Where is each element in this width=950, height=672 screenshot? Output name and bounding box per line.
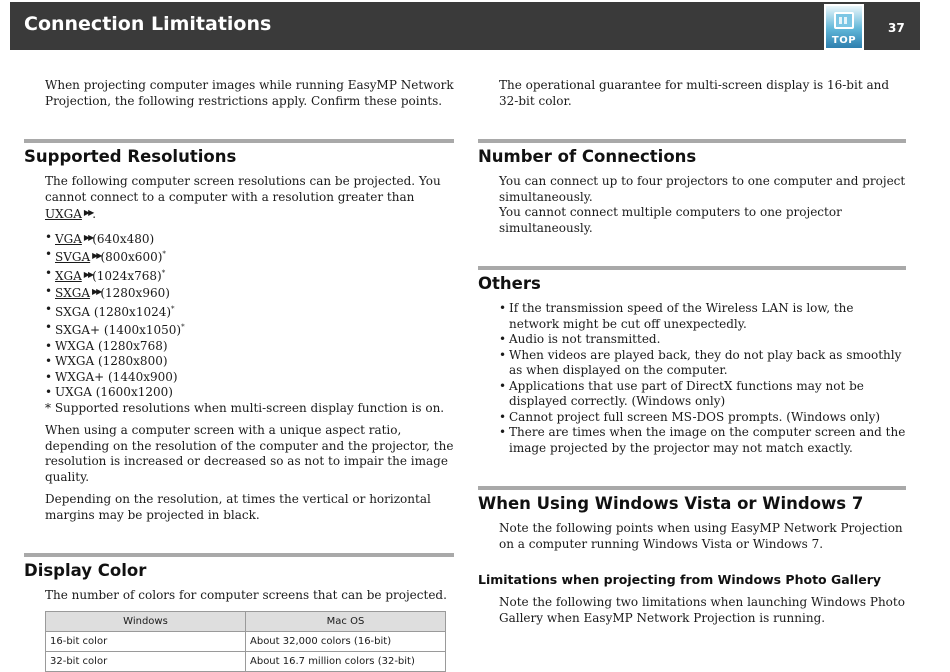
footnote-mark: * bbox=[171, 304, 175, 313]
table-cell: 32-bit color bbox=[46, 651, 246, 671]
page-header bbox=[10, 2, 920, 50]
list-item: • XGA ▶▶(1024x768)* bbox=[45, 266, 454, 285]
column-header-macos: Mac OS bbox=[246, 611, 446, 631]
table-row bbox=[46, 651, 446, 671]
table-cell: About 32,000 colors (16-bit) bbox=[246, 631, 446, 651]
footnote-mark: * bbox=[181, 323, 185, 331]
multiscreen-color-paragraph: The operational guarantee for multi-screen display is 16-bit and 32-bit color. bbox=[499, 78, 890, 108]
vga-glossary-link[interactable]: VGA bbox=[55, 231, 82, 246]
table-cell: 16-bit color bbox=[46, 631, 246, 651]
others-list bbox=[478, 301, 906, 456]
svga-glossary-link[interactable]: SVGA bbox=[55, 250, 91, 264]
left-column bbox=[24, 78, 454, 672]
page-title: Connection Limitations bbox=[24, 13, 272, 35]
resolutions-intro: The following computer screen resolutions can be projected. You cannot connect to a computer with a resolution greater than UXGA ▶▶. bbox=[45, 174, 441, 221]
resolution-list bbox=[24, 230, 454, 401]
list-item: • SXGA+ (1400x1050)* bbox=[45, 320, 454, 339]
list-item: • UXGA (1600x1200) bbox=[45, 385, 454, 401]
glossary-arrow-icon: ▶▶ bbox=[92, 251, 101, 260]
margins-paragraph: Depending on the resolution, at times the vertical or horizontal margins may be projected in black. bbox=[45, 492, 431, 522]
subsection-title-photo-gallery: Limitations when projecting from Windows Photo Gallery bbox=[478, 572, 882, 587]
resolutions-footnote: * Supported resolutions when multi-screen display function is on. bbox=[45, 400, 445, 415]
footnote-mark: * bbox=[162, 250, 166, 258]
display-color-table bbox=[45, 611, 446, 672]
aspect-ratio-paragraph: When using a computer screen with a unique aspect ratio, depending on the resolution of the computer and the projector, the resolution is increased or decreased so as not to impair the image quality. bbox=[45, 423, 454, 484]
section-title-display-color: Display Color bbox=[24, 553, 454, 580]
connections-line-2: You cannot connect multiple computers to one projector simultaneously. bbox=[499, 205, 842, 235]
list-item: • If the transmission speed of the Wireless LAN is low, the network might be cut off unexpectedly. bbox=[499, 301, 906, 332]
xga-glossary-link[interactable]: XGA bbox=[55, 268, 82, 283]
glossary-arrow-icon: ▶▶ bbox=[92, 287, 101, 296]
right-column bbox=[478, 78, 906, 626]
top-link-button[interactable] bbox=[824, 4, 864, 50]
list-item: • SVGA ▶▶(800x600)* bbox=[45, 247, 454, 266]
display-color-intro: The number of colors for computer screens that can be projected. bbox=[45, 588, 447, 602]
section-title-supported-resolutions: Supported Resolutions bbox=[24, 139, 454, 166]
top-label: TOP bbox=[831, 35, 857, 46]
projector-screen-icon bbox=[834, 12, 854, 29]
photo-gallery-paragraph: Note the following two limitations when launching Windows Photo Gallery when EasyMP Network Projection is running. bbox=[499, 595, 905, 625]
list-item: • WXGA (1280x768) bbox=[45, 339, 454, 355]
list-item: • WXGA+ (1440x900) bbox=[45, 370, 454, 386]
list-item: • VGA ▶▶(640x480) bbox=[45, 230, 454, 248]
list-item: • SXGA ▶▶(1280x960) bbox=[45, 284, 454, 302]
list-item: • When videos are played back, they do not play back as smoothly as when displayed on the computer. bbox=[499, 348, 906, 379]
vista-intro: Note the following points when using EasyMP Network Projection on a computer running Windows Vista or Windows 7. bbox=[499, 521, 903, 551]
list-item: • There are times when the image on the computer screen and the image projected by the projector may not match exactly. bbox=[499, 425, 906, 456]
table-row bbox=[46, 631, 446, 651]
list-item: • Cannot project full screen MS-DOS prompts. (Windows only) bbox=[499, 410, 906, 426]
footnote-mark: * bbox=[161, 268, 166, 277]
uxga-glossary-link[interactable]: UXGA bbox=[45, 207, 82, 221]
table-header-row bbox=[46, 611, 446, 631]
glossary-arrow-icon: ▶▶ bbox=[83, 232, 93, 242]
list-item: • WXGA (1280x800) bbox=[45, 354, 454, 370]
list-item: • SXGA (1280x1024)* bbox=[45, 302, 454, 321]
glossary-arrow-icon: ▶▶ bbox=[83, 269, 93, 279]
list-item: • Applications that use part of DirectX functions may not be displayed correctly. (Windows only) bbox=[499, 379, 906, 410]
glossary-arrow-icon: ▶▶ bbox=[83, 208, 93, 217]
section-title-windows-vista: When Using Windows Vista or Windows 7 bbox=[478, 486, 906, 513]
sxga-glossary-link[interactable]: SXGA bbox=[55, 286, 91, 300]
list-item: • Audio is not transmitted. bbox=[499, 332, 906, 348]
page-number: 37 bbox=[888, 21, 905, 35]
intro-paragraph: When projecting computer images while running EasyMP Network Projection, the following restrictions apply. Confirm these points. bbox=[45, 78, 454, 108]
section-title-others: Others bbox=[478, 266, 906, 293]
column-header-windows: Windows bbox=[46, 611, 246, 631]
section-title-number-of-connections: Number of Connections bbox=[478, 139, 906, 166]
table-cell: About 16.7 million colors (32-bit) bbox=[246, 651, 446, 671]
connections-line-1: You can connect up to four projectors to one computer and project simultaneously. bbox=[499, 174, 906, 204]
